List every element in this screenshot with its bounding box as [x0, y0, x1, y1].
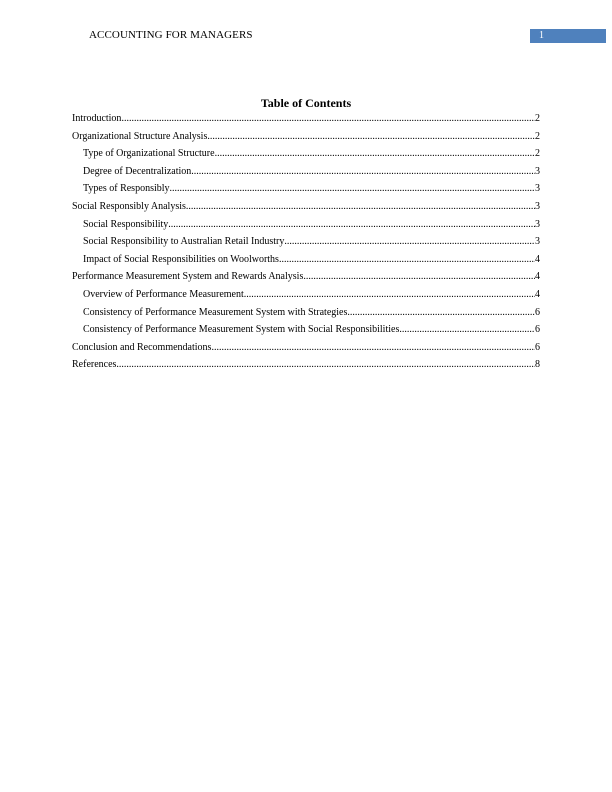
- toc-entry-social-responsibility[interactable]: [72, 216, 540, 234]
- toc-entry-label: Consistency of Performance Measurement System with Social Responsibilities: [83, 324, 400, 336]
- toc-dot-leader: [116, 356, 535, 374]
- toc-dot-leader: [170, 180, 535, 198]
- toc-entry-page: 2: [535, 130, 540, 142]
- toc-entry-label: Performance Measurement System and Rewards Analysis: [72, 271, 304, 283]
- toc-dot-leader: [347, 304, 535, 322]
- toc-entry-page: 3: [535, 236, 540, 248]
- toc-entry-page: 4: [535, 253, 540, 265]
- toc-entry-label: Social Responsibly Analysis: [72, 200, 186, 212]
- toc-dot-leader: [211, 339, 535, 357]
- toc-entry-conclusion-and-recommendations[interactable]: [72, 339, 540, 357]
- toc-entry-consistency-with-strategies[interactable]: [72, 304, 540, 322]
- toc-entry-label: Organizational Structure Analysis: [72, 130, 208, 142]
- toc-entry-organizational-structure-analysis[interactable]: [72, 128, 540, 146]
- toc-dot-leader: [207, 128, 535, 146]
- toc-entry-label: References: [72, 359, 117, 371]
- toc-entry-label: Type of Organizational Structure: [83, 148, 215, 160]
- toc-heading: Table of Contents: [260, 96, 352, 110]
- toc-entry-page: 3: [535, 200, 540, 212]
- toc-entry-label: Social Responsibility: [83, 218, 169, 230]
- toc-entry-references[interactable]: [72, 356, 540, 374]
- toc-dot-leader: [186, 198, 535, 216]
- toc-entry-page: 3: [535, 218, 540, 230]
- toc-entry-overview-of-performance-measurement[interactable]: [72, 286, 540, 304]
- toc-entry-types-of-responsibly[interactable]: [72, 180, 540, 198]
- toc-entry-page: 3: [535, 165, 540, 177]
- running-header-title: ACCOUNTING FOR MANAGERS: [89, 29, 253, 41]
- toc-entry-page: 3: [535, 183, 540, 195]
- toc-entry-label: Consistency of Performance Measurement System with Strategies: [83, 306, 348, 318]
- toc-entry-label: Introduction: [72, 113, 122, 124]
- toc-entry-label: Conclusion and Recommendations: [72, 341, 212, 353]
- toc-entry-type-of-organizational-structure[interactable]: [72, 145, 540, 163]
- toc-dot-leader: [284, 233, 535, 251]
- toc-entry-label: Impact of Social Responsibilities on Woolworths: [83, 253, 279, 265]
- toc-entry-introduction[interactable]: [72, 110, 540, 128]
- toc-entry-performance-measurement-system[interactable]: [72, 268, 540, 286]
- toc-entry-page: 2: [535, 113, 540, 124]
- toc-dot-leader: [168, 216, 535, 234]
- toc-entry-page: 6: [535, 324, 540, 336]
- toc-entry-social-responsibility-australian-retail[interactable]: [72, 233, 540, 251]
- toc-entry-consistency-with-social-responsibilities[interactable]: [72, 321, 540, 339]
- toc-entry-impact-on-woolworths[interactable]: [72, 251, 540, 269]
- toc-entry-degree-of-decentralization[interactable]: [72, 163, 540, 181]
- page-number-badge: 1: [530, 29, 606, 43]
- toc-dot-leader: [279, 251, 535, 269]
- table-of-contents: [72, 110, 540, 374]
- toc-entry-page: 2: [535, 148, 540, 160]
- toc-entry-label: Types of Responsibly: [83, 183, 170, 195]
- toc-entry-page: 8: [535, 359, 540, 371]
- toc-dot-leader: [215, 145, 535, 163]
- toc-entry-label: Social Responsibility to Australian Retail Industry: [83, 236, 285, 248]
- toc-entry-label: Overview of Performance Measurement: [83, 288, 244, 300]
- toc-entry-page: 4: [535, 288, 540, 300]
- toc-dot-leader: [303, 268, 535, 286]
- toc-dot-leader: [191, 163, 535, 181]
- toc-entry-label: Degree of Decentralization: [83, 165, 192, 177]
- toc-dot-leader: [244, 286, 535, 304]
- toc-entry-social-responsibly-analysis[interactable]: [72, 198, 540, 216]
- toc-dot-leader: [121, 110, 535, 128]
- toc-entry-page: 6: [535, 306, 540, 318]
- toc-dot-leader: [399, 321, 535, 339]
- toc-entry-page: 4: [535, 271, 540, 283]
- toc-entry-page: 6: [535, 341, 540, 353]
